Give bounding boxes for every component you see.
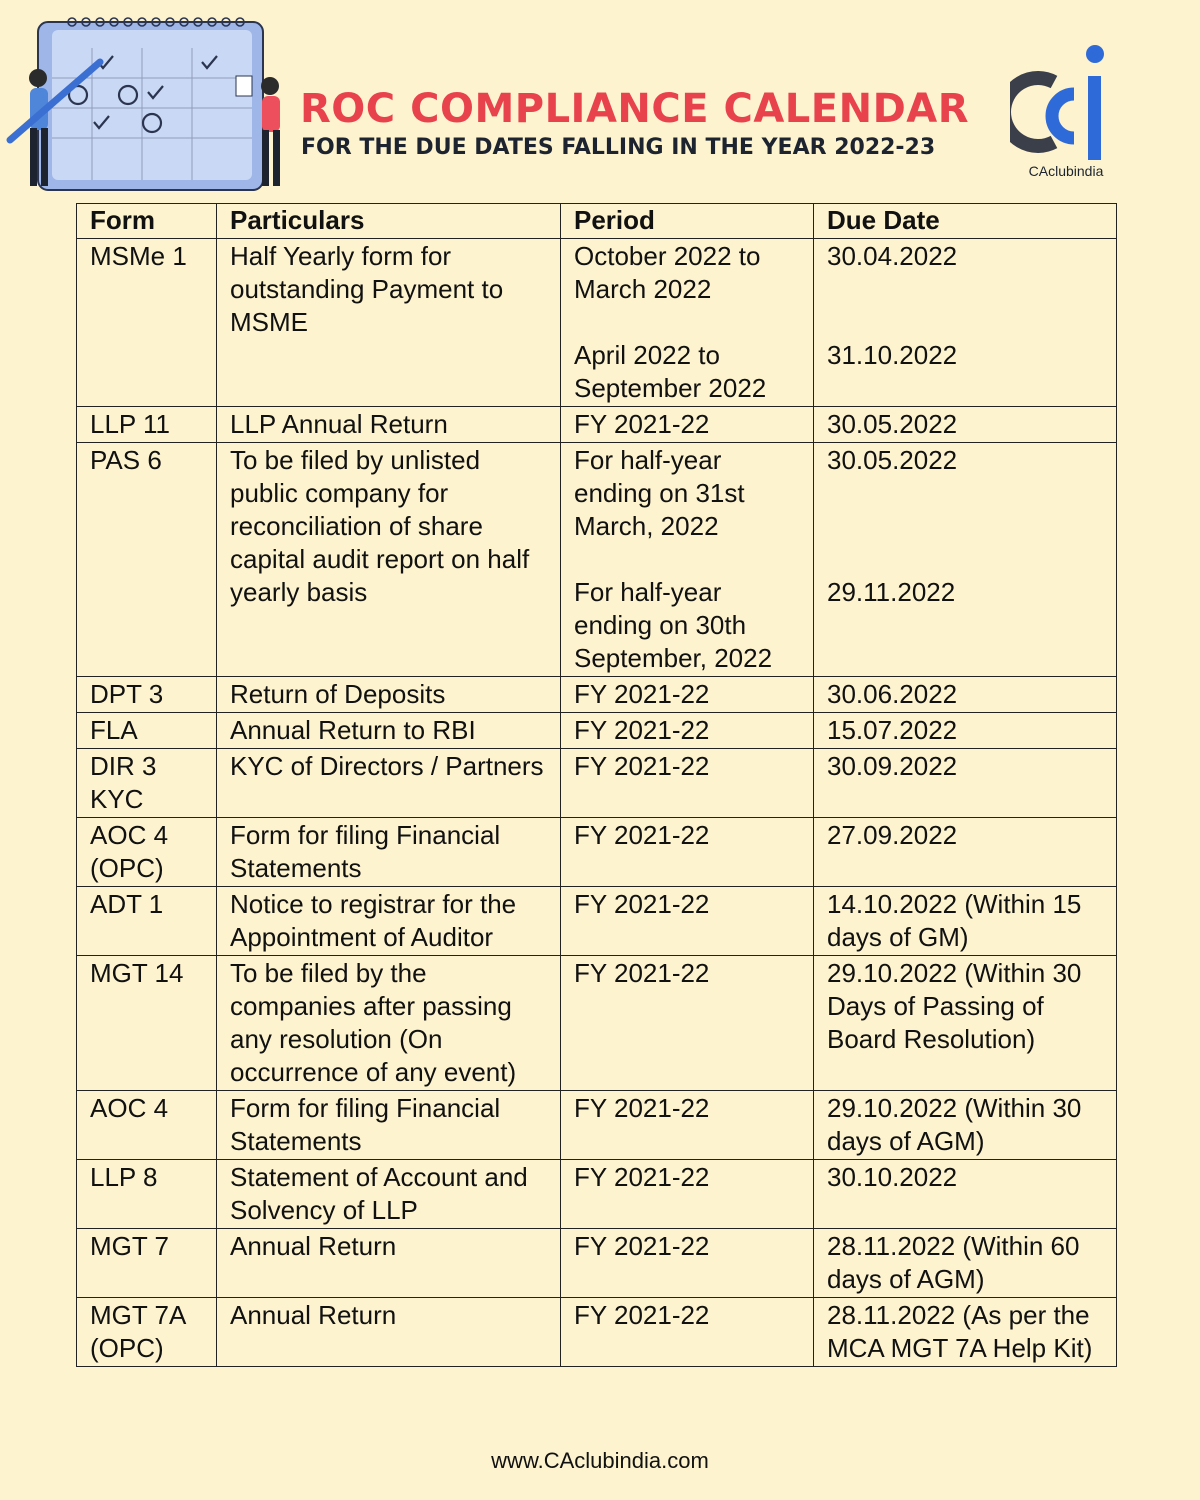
period-cell: FY 2021-22 [561, 713, 814, 749]
due-date-cell: 28.11.2022 (Within 60 days of AGM) [814, 1229, 1117, 1298]
due-date-line: 31.10.2022 [827, 340, 958, 370]
due-date-line: 30.05.2022 [827, 445, 958, 475]
particulars-cell: LLP Annual Return [217, 407, 561, 443]
compliance-table [76, 203, 1117, 1367]
particulars-cell: Form for filing Financial Statements [217, 818, 561, 887]
col-header-due-date: Due Date [814, 204, 1117, 239]
table-row [77, 818, 1117, 887]
page-title: ROC COMPLIANCE CALENDAR [300, 86, 970, 132]
period-cell: FY 2021-22 [561, 749, 814, 818]
period-cell: FY 2021-22 [561, 1298, 814, 1367]
period-line: For half-year ending on 30th September, 2022 [574, 577, 773, 673]
due-date-cell [814, 443, 1117, 677]
particulars-cell: Half Yearly form for outstanding Payment to MSME [217, 239, 561, 407]
form-cell: MGT 7A (OPC) [77, 1298, 217, 1367]
period-cell: FY 2021-22 [561, 1091, 814, 1160]
period-cell: FY 2021-22 [561, 1160, 814, 1229]
period-cell [561, 239, 814, 407]
particulars-cell: Annual Return [217, 1298, 561, 1367]
due-date-cell: 30.09.2022 [814, 749, 1117, 818]
period-cell: FY 2021-22 [561, 818, 814, 887]
form-cell: MGT 14 [77, 956, 217, 1091]
table-row [77, 407, 1117, 443]
form-cell: AOC 4 [77, 1091, 217, 1160]
period-cell: FY 2021-22 [561, 407, 814, 443]
due-date-cell: 28.11.2022 (As per the MCA MGT 7A Help Kit) [814, 1298, 1117, 1367]
due-date-line: 29.11.2022 [827, 577, 956, 607]
period-cell [561, 443, 814, 677]
particulars-cell: To be filed by unlisted public company for reconciliation of share capital audit report on half yearly basis [217, 443, 561, 677]
particulars-cell: Statement of Account and Solvency of LLP [217, 1160, 561, 1229]
form-cell: ADT 1 [77, 887, 217, 956]
form-cell: DIR 3 KYC [77, 749, 217, 818]
table-row [77, 887, 1117, 956]
table-row [77, 677, 1117, 713]
form-cell: MSMe 1 [77, 239, 217, 407]
page-subtitle: FOR THE DUE DATES FALLING IN THE YEAR 2022-23 [301, 135, 936, 160]
col-header-form: Form [77, 204, 217, 239]
particulars-cell: Return of Deposits [217, 677, 561, 713]
particulars-cell: To be filed by the companies after passing any resolution (On occurrence of any event) [217, 956, 561, 1091]
table-row [77, 749, 1117, 818]
particulars-cell: Annual Return to RBI [217, 713, 561, 749]
table-row [77, 443, 1117, 677]
form-cell: FLA [77, 713, 217, 749]
due-date-cell: 30.05.2022 [814, 407, 1117, 443]
form-cell: LLP 11 [77, 407, 217, 443]
col-header-particulars: Particulars [217, 204, 561, 239]
table-row [77, 1160, 1117, 1229]
particulars-cell: Notice to registrar for the Appointment of Auditor [217, 887, 561, 956]
due-date-cell: 30.10.2022 [814, 1160, 1117, 1229]
due-date-cell [814, 239, 1117, 407]
particulars-cell: KYC of Directors / Partners [217, 749, 561, 818]
table-row [77, 713, 1117, 749]
due-date-cell: 29.10.2022 (Within 30 Days of Passing of Board Resolution) [814, 956, 1117, 1091]
table-header-row [77, 204, 1117, 239]
form-cell: LLP 8 [77, 1160, 217, 1229]
due-date-line: 30.04.2022 [827, 241, 958, 271]
footer-url: www.CAclubindia.com [491, 1448, 709, 1473]
period-cell: FY 2021-22 [561, 1229, 814, 1298]
form-cell: DPT 3 [77, 677, 217, 713]
period-cell: FY 2021-22 [561, 887, 814, 956]
table-row [77, 1229, 1117, 1298]
due-date-cell: 30.06.2022 [814, 677, 1117, 713]
due-date-cell: 27.09.2022 [814, 818, 1117, 887]
period-line: October 2022 to March 2022 [574, 241, 761, 304]
caclubindia-logo [1010, 42, 1120, 182]
particulars-cell: Form for filing Financial Statements [217, 1091, 561, 1160]
table-row [77, 1298, 1117, 1367]
due-date-cell: 14.10.2022 (Within 15 days of GM) [814, 887, 1117, 956]
period-line: For half-year ending on 31st March, 2022 [574, 445, 745, 541]
form-cell: AOC 4 (OPC) [77, 818, 217, 887]
calendar-illustration [0, 0, 290, 195]
due-date-cell: 29.10.2022 (Within 30 days of AGM) [814, 1091, 1117, 1160]
particulars-cell: Annual Return [217, 1229, 561, 1298]
form-cell: MGT 7 [77, 1229, 217, 1298]
period-line: April 2022 to September 2022 [574, 340, 767, 403]
period-cell: FY 2021-22 [561, 956, 814, 1091]
col-header-period: Period [561, 204, 814, 239]
due-date-cell: 15.07.2022 [814, 713, 1117, 749]
period-cell: FY 2021-22 [561, 677, 814, 713]
table-row [77, 239, 1117, 407]
form-cell: PAS 6 [77, 443, 217, 677]
logo-text: CAclubindia [1028, 163, 1104, 179]
table-row [77, 1091, 1117, 1160]
table-row [77, 956, 1117, 1091]
